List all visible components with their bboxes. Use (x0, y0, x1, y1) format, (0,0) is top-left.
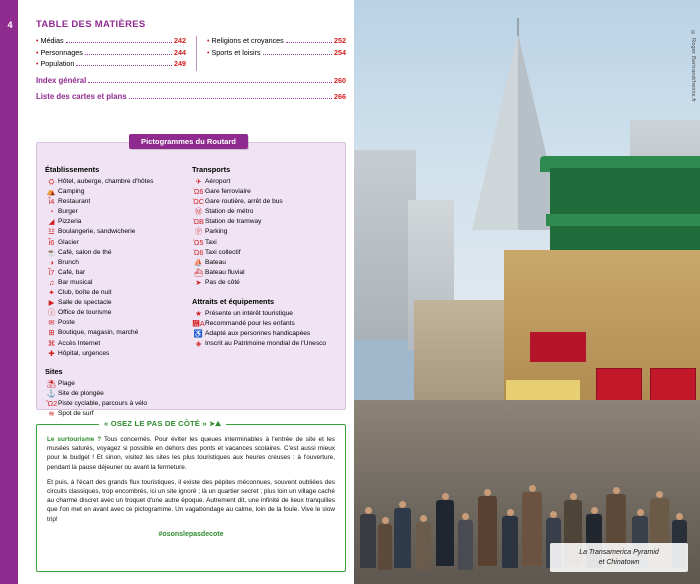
pictogram-item (45, 238, 192, 248)
pictogram-item (192, 227, 339, 237)
pedestrian-head (676, 513, 683, 520)
pictogram-label: Bateau (205, 258, 226, 266)
pictogram-label: Accès Internet (58, 339, 101, 347)
toc-major-entry-index[interactable] (36, 76, 346, 85)
pictogram-label: Taxi (205, 238, 217, 246)
pictogram-label: Café, salon de thé (58, 248, 112, 256)
pictogram-label: Boutique, magasin, marché (58, 329, 139, 337)
pictogram-item (192, 197, 339, 207)
theatre-icon: ▶ (48, 298, 55, 308)
pictogram-item (45, 207, 192, 217)
pedestrian (478, 496, 497, 566)
pictogram-item (192, 329, 339, 339)
pictogram-item (45, 349, 192, 359)
pictograms-panel (36, 137, 346, 419)
diving-icon: ⚓ (46, 389, 57, 399)
callout-paragraph-2: Et puis, à l'écart des grands flux touristiques, il existe des pépites méconnues, souvent oubliées des circuits classiques, trop encombrés, ici un site ignoré ; là un quartier secret ; plus loin un village caché au charme discret avec un troquet d'une autre époque. Autrement dit, une infinité de lieux tranquilles que l'on met en avant avec ce pictogramme. Un vagabondage au calme, loin de la foule. Vive le slow trip! (47, 478, 335, 523)
coffee-icon: ☕ (46, 247, 57, 257)
pictogram-label: Hôpital, urgences (58, 349, 110, 357)
callout-text-1: Tous concernés. Pour éviter les queues interminables à l'entrée de site et les musées saturés, voyagez si possible en dehors des ponts et vacances scolaires. C'est aussi mieux pour le budget ! Et sinon, visitez les sites les plus touristiques aux heures creuses : à l'ouverture, pendant la pause déjeuner ou avant la fermeture. (47, 436, 335, 471)
wheelchair-icon: ♿ (193, 328, 204, 338)
pas-de-cote-icon: ➤⛰ (209, 421, 222, 428)
pictogram-label: Aéroport (205, 178, 231, 185)
pedestrian-head (591, 507, 598, 514)
pictogram-item (45, 197, 192, 207)
pictogram-label: Inscrit au Patrimoine mondial de l'Unesco (205, 339, 327, 347)
pictogram-label: Club, boîte de nuit (58, 289, 112, 297)
group-items-etablissements (45, 177, 192, 358)
pictogram-label: Parking (205, 228, 228, 236)
parking-icon: Ⓟ (194, 227, 203, 237)
slow-travel-callout (36, 419, 346, 572)
pedestrian-head (529, 485, 536, 492)
internet-icon: ⌘ (47, 338, 56, 348)
pictogram-label: Camping (58, 188, 85, 196)
pictogram-item (45, 177, 192, 187)
pictogram-label: Pizzeria (58, 218, 82, 226)
photograph (354, 0, 700, 584)
page-number: 4 (7, 20, 13, 30)
building-left (354, 150, 416, 340)
surf-icon: ≋ (48, 409, 55, 419)
pictogram-item (192, 187, 339, 197)
pedestrian (378, 524, 392, 570)
leader-dots (263, 49, 332, 55)
ferry-icon: ⛴ (193, 267, 204, 277)
pictogram-item (192, 238, 339, 248)
pedestrian-head (507, 509, 514, 516)
bed-icon: ⛭ (48, 177, 55, 186)
pictogram-item (192, 207, 339, 217)
pictogram-label: Spot de surf (58, 410, 94, 418)
post-icon: ✉ (48, 318, 55, 328)
toc-entry-label: Personnages (40, 47, 83, 57)
family-icon: ὆A (192, 318, 205, 328)
callout-paragraph-1 (47, 435, 335, 472)
bakery-icon: ☳ (48, 227, 55, 237)
pictogram-item (192, 268, 339, 278)
pictogram-label: Présente un intérêt touristique (205, 309, 293, 317)
toc-major-label: Index général (36, 76, 87, 85)
ice-cream-icon: ἶ6 (48, 237, 55, 247)
photo-caption (550, 543, 688, 572)
pedestrian (416, 522, 431, 570)
pedestrian-head (382, 517, 389, 524)
toc-entry[interactable] (36, 59, 186, 71)
red-sign-upper (530, 332, 586, 362)
leader-dots (286, 37, 332, 43)
toc-entry-label: Population (40, 59, 75, 68)
toc-major-label: Liste des cartes et plans (36, 92, 127, 101)
shop-icon: ⊞ (48, 328, 55, 338)
pictogram-label: Plage (58, 380, 75, 388)
leader-dots (88, 77, 332, 83)
bullet-icon: • (36, 38, 39, 45)
tent-icon: ⛺ (46, 187, 57, 197)
bullet-icon: • (207, 49, 210, 57)
pedestrian-head (637, 509, 644, 516)
pedestrian-head (550, 511, 557, 518)
tram-icon: ὨB (193, 217, 204, 227)
pictogram-item (45, 318, 192, 328)
page-title: TABLE DES MATIÈRES (36, 19, 146, 30)
group-items-transports (192, 177, 339, 288)
bike-icon: Ὣ2 (45, 399, 58, 409)
toc-entry[interactable] (207, 36, 346, 48)
group-items-sites (45, 379, 192, 419)
photo-credit: © Roger Bertrand/hemis.fr (690, 30, 696, 103)
bar-icon: ἷ7 (48, 267, 55, 277)
pedestrian-head (399, 501, 406, 508)
pictogram-label: Bateau fluvial (205, 268, 245, 276)
pictogram-label: Adapté aux personnes handicapées (205, 329, 311, 337)
pictogram-item (192, 177, 339, 187)
pictogram-item (45, 227, 192, 237)
pictogram-label: Piste cyclable, parcours à vélo (58, 400, 148, 408)
pictogram-label: Office de tourisme (58, 309, 112, 317)
pedestrian-head (365, 507, 372, 514)
group-title-sites: Sites (45, 367, 63, 377)
pictogram-label: Gare ferroviaire (205, 188, 251, 196)
pictogram-label: Gare routière, arrêt de bus (205, 198, 283, 206)
group-title-attraits: Attraits et équipements (192, 296, 275, 306)
pedestrian (458, 520, 473, 570)
cutlery-icon: ἷ4 (48, 197, 55, 207)
page-edge-bar (0, 0, 18, 584)
pictogram-item (45, 258, 192, 268)
pedestrian (436, 500, 454, 566)
star-interest-icon: ★ (195, 308, 202, 318)
toc-entry-page: 244 (174, 47, 186, 57)
bus-icon: ὨC (192, 197, 205, 207)
toc-major-entry-maps[interactable] (36, 92, 346, 101)
pictogram-item (45, 308, 192, 318)
pagoda-roof-lower (546, 214, 700, 226)
pictogram-label: Taxi collectif (205, 248, 241, 256)
leader-dots (66, 37, 172, 43)
leader-dots (76, 60, 172, 66)
pictogram-item (45, 288, 192, 298)
toc-entry[interactable] (36, 36, 186, 48)
bullet-icon: • (207, 38, 210, 45)
pictograms-column-1 (45, 165, 192, 419)
pictogram-item (192, 258, 339, 268)
pictogram-label: Burger (58, 208, 78, 216)
pictogram-item (192, 309, 339, 319)
pictogram-item (45, 217, 192, 227)
pictogram-label: Glacier (58, 238, 79, 246)
toc-major-page: 260 (334, 76, 346, 85)
pictogram-item (192, 339, 339, 349)
callout-title-text: « OSEZ LE PAS DE CÔTÉ » (104, 419, 207, 428)
pyramid-spire (517, 18, 519, 36)
pictogram-item (45, 399, 192, 409)
toc-columns (36, 36, 346, 71)
pictogram-label: Pas de côté (205, 278, 240, 286)
callout-title (99, 419, 226, 429)
music-bar-icon: ♫ (48, 277, 55, 287)
callout-lead: Le surtourisme ? (47, 436, 102, 443)
pedestrian (360, 514, 376, 568)
pictogram-label: Recommandé pour les enfants (205, 319, 295, 327)
pictogram-label: Station de tramway (205, 218, 262, 226)
pictogram-item (45, 328, 192, 338)
pictogram-item (45, 339, 192, 349)
pedestrian-head (570, 493, 577, 500)
pictograms-banner: Pictogrammes du Routard (129, 134, 248, 149)
beach-icon: ⛱ (46, 379, 57, 389)
pictogram-item (45, 298, 192, 308)
shared-taxi-icon: Ὡ6 (193, 247, 204, 257)
toc-entry[interactable] (207, 48, 346, 60)
train-icon: Ὠ6 (193, 187, 204, 197)
hospital-icon: ✚ (48, 348, 55, 358)
toc-entry-page: 252 (334, 36, 346, 45)
aside-icon: ➤ (195, 277, 202, 287)
pictogram-label: Restaurant (58, 198, 91, 206)
metro-icon: Ⓜ (194, 207, 203, 217)
toc-entry-page: 254 (334, 47, 346, 57)
pedestrian-head (462, 513, 469, 520)
pedestrian-head (613, 487, 620, 494)
pictogram-item (192, 278, 339, 288)
taxi-icon: Ὡ5 (193, 237, 204, 247)
bullet-icon: • (36, 49, 39, 57)
pictogram-item (45, 187, 192, 197)
pictogram-item (45, 389, 192, 399)
leader-dots (85, 49, 172, 55)
pictogram-label: Station de métro (205, 208, 254, 216)
pictogram-item (192, 319, 339, 329)
burger-icon: ◔ (49, 207, 54, 217)
pictogram-item (192, 217, 339, 227)
group-title-etablissements: Établissements (45, 165, 100, 174)
pictogram-item (45, 248, 192, 258)
photo-panel (354, 0, 700, 584)
pictogram-label: Poste (58, 319, 75, 327)
toc-column-left (36, 36, 186, 71)
pictogram-label: Salle de spectacle (58, 299, 112, 307)
boat-icon: ⛵ (193, 257, 204, 267)
pictogram-label: Hôtel, auberge, chambre d'hôtes (58, 178, 154, 185)
toc-column-right (196, 36, 346, 71)
pedestrian (394, 508, 411, 568)
toc-entry-label: Médias (40, 36, 64, 45)
pizza-icon: ◢ (48, 217, 55, 227)
pictogram-label: Brunch (58, 258, 79, 266)
pedestrian-head (656, 491, 663, 498)
group-items-attraits (192, 309, 339, 349)
pictogram-label: Boulangerie, sandwicherie (58, 228, 136, 236)
brunch-icon: ◑ (49, 257, 54, 267)
callout-hashtag: #osonslepasdecote (158, 530, 224, 538)
pedestrian-head (420, 515, 427, 522)
leader-dots (129, 93, 332, 99)
toc-entry-label: Religions et croyances (211, 36, 284, 45)
pictogram-item (45, 268, 192, 278)
pedestrian-head (484, 489, 491, 496)
pictogram-label: Site de plongée (58, 390, 104, 398)
pictogram-item (45, 379, 192, 389)
tourist-office-icon: ⓘ (47, 308, 56, 318)
toc-entry[interactable] (36, 48, 186, 60)
pictogram-item (45, 278, 192, 288)
group-title-transports: Transports (192, 165, 231, 174)
pictograms-columns (45, 165, 339, 419)
toc-entry-page: 249 (174, 59, 186, 68)
callout-body (47, 435, 335, 539)
toc-major-page: 266 (334, 92, 346, 101)
caption-line-2: et Chinatown (598, 558, 640, 566)
content-area (22, 0, 354, 584)
toc-entry-page: 242 (174, 36, 186, 45)
bullet-icon: • (36, 61, 39, 68)
pictograms-column-2 (192, 165, 339, 405)
pedestrian (502, 516, 518, 568)
nightclub-icon: ✦ (48, 288, 55, 298)
plane-icon: ✈ (195, 177, 202, 186)
pictogram-label: Café, bar (58, 268, 86, 276)
toc-entry-label: Sports et loisirs (211, 47, 261, 57)
pedestrian (522, 492, 542, 566)
pedestrian-head (442, 493, 449, 500)
unesco-icon: ◈ (195, 338, 202, 348)
pictogram-item (192, 248, 339, 258)
caption-line-1: La Transamerica Pyramid (579, 549, 659, 556)
pictogram-label: Bar musical (58, 278, 93, 286)
pictogram-item (45, 409, 192, 419)
